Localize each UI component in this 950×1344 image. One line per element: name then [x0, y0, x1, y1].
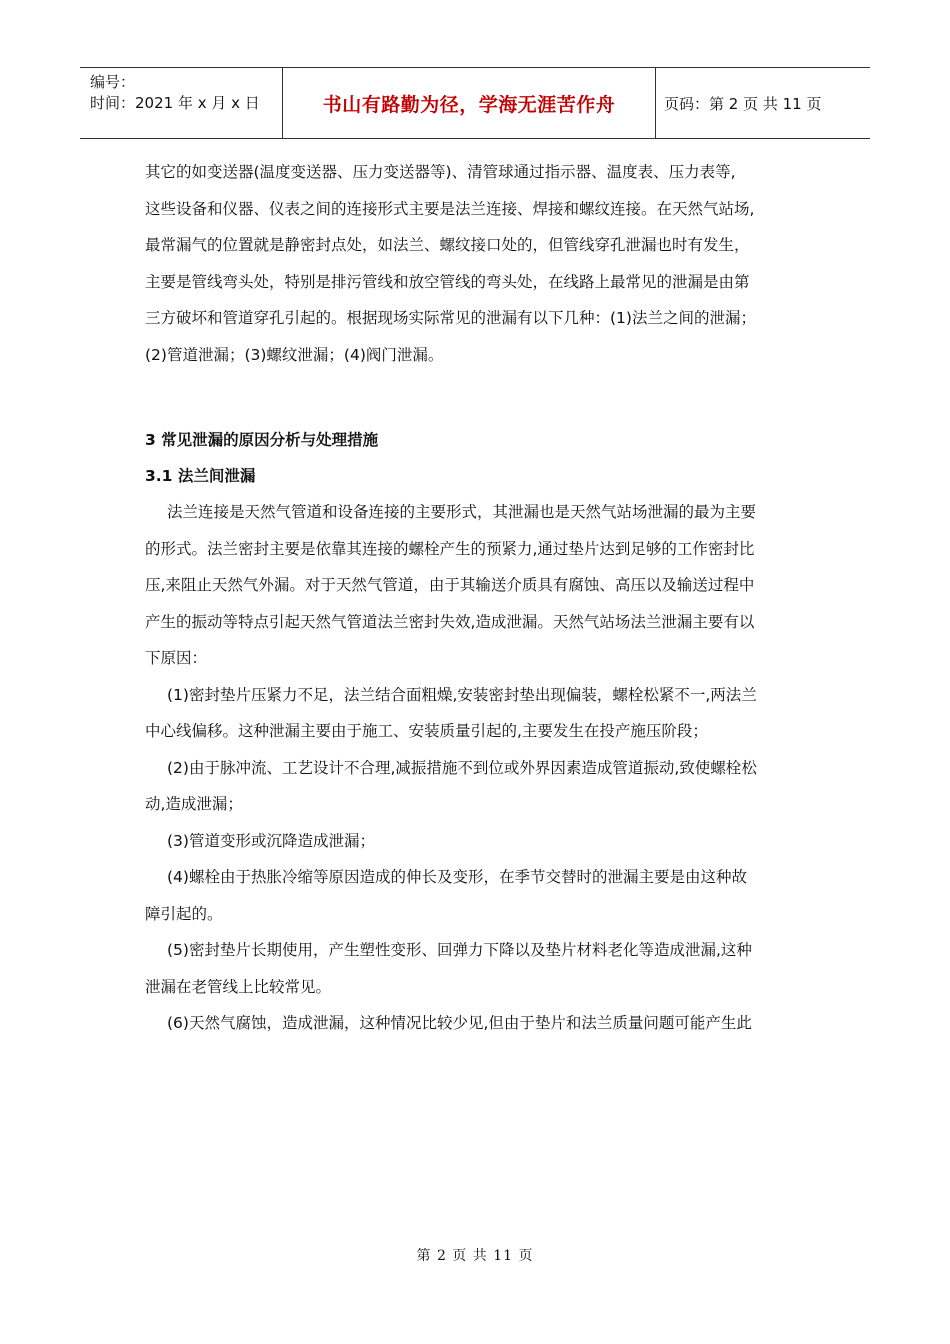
document-body — [145, 154, 808, 1042]
cause-line: (3)管道变形或沉降造成泄漏； — [167, 831, 375, 850]
intro-line: 三方破坏和管道穿孔引起的。根据现场实际常见的泄漏有以下几种：(1)法兰之间的泄漏； — [145, 309, 756, 327]
cause-line: 泄漏在老管线上比较常见。 — [145, 977, 332, 996]
paragraph-line: 的形式。法兰密封主要是依靠其连接的螺栓产生的预紧力,通过垫片达到足够的工作密封比 — [145, 539, 755, 558]
intro-line: 主要是管线弯头处，特别是排污管线和放空管线的弯头处，在线路上最常见的泄漏是由第 — [145, 272, 750, 291]
paragraph-line: 产生的振动等特点引起天然气管道法兰密封失效,造成泄漏。天然气站场法兰泄漏主要有以 — [145, 612, 755, 631]
date-label: 时间：2021 年 x 月 x 日 — [90, 94, 260, 112]
cause-line: 中心线偏移。这种泄漏主要由于施工、安装质量引起的,主要发生在投产施压阶段； — [145, 722, 708, 740]
cause-line: 动,造成泄漏； — [145, 795, 243, 813]
intro-line: 其它的如变送器(温度变送器、压力变送器等)、清管球通过指示器、温度表、压力表等, — [145, 163, 736, 181]
intro-line: (2)管道泄漏；(3)螺纹泄漏；(4)阀门泄漏。 — [145, 345, 444, 364]
cause-line: (4)螺栓由于热胀冷缩等原因造成的伸长及变形，在季节交替时的泄漏主要是由这种故 — [167, 868, 747, 886]
page-info: 页码：第 2 页 共 11 页 — [664, 94, 822, 113]
page-footer — [0, 1245, 950, 1265]
page-header — [80, 67, 870, 139]
cause-line: (6)天然气腐蚀，造成泄漏，这种情况比较少见,但由于垫片和法兰质量问题可能产生此 — [167, 1014, 752, 1032]
section-title: 3 常见泄漏的原因分析与处理措施 — [145, 431, 379, 449]
cause-line: 障引起的。 — [145, 904, 223, 923]
paragraph-line: 下原因： — [145, 649, 208, 667]
header-meta-cell — [80, 68, 282, 138]
serial-label: 编号： — [90, 73, 136, 91]
cause-line: (5)密封垫片长期使用，产生塑性变形、回弹力下降以及垫片材料老化等造成泄漏,这种 — [167, 941, 752, 959]
header-motto-cell — [282, 68, 656, 138]
paragraph-line: 压,来阻止天然气外漏。对于天然气管道，由于其输送介质具有腐蚀、高压以及输送过程中 — [145, 576, 755, 594]
header-page-cell — [656, 68, 870, 138]
cause-line: (1)密封垫片压紧力不足，法兰结合面粗燥,安装密封垫出现偏装，螺栓松紧不一,两法兰 — [167, 685, 757, 704]
motto: 书山有路勤为径，学海无涯苦作舟 — [322, 93, 616, 116]
intro-line: 最常漏气的位置就是静密封点处，如法兰、螺纹接口处的，但管线穿孔泄漏也时有发生， — [145, 236, 750, 254]
subsection-title: 3.1 法兰间泄漏 — [145, 467, 256, 485]
paragraph-line: 法兰连接是天然气管道和设备连接的主要形式，其泄漏也是天然气站场泄漏的最为主要 — [167, 503, 757, 521]
footer-page-number: 第 2 页 共 11 页 — [416, 1248, 534, 1264]
cause-line: (2)由于脉冲流、工艺设计不合理,减振措施不到位或外界因素造成管道振动,致使螺栓松 — [167, 758, 757, 777]
intro-line: 这些设备和仪器、仪表之间的连接形式主要是法兰连接、焊接和螺纹连接。在天然气站场, — [145, 199, 755, 218]
